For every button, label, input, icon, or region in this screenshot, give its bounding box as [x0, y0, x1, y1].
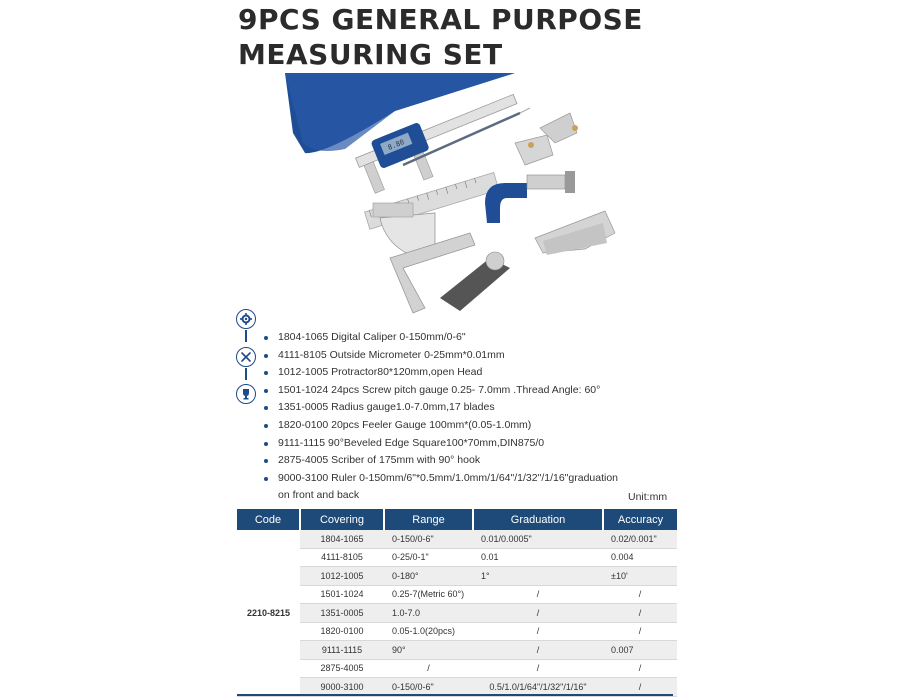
- table-cell: 0-150/0-6": [384, 678, 473, 697]
- table-cell: 0.007: [603, 641, 677, 660]
- table-bottom-rule: [237, 694, 673, 696]
- table-row: [237, 659, 677, 678]
- table-cell: /: [384, 659, 473, 678]
- table-cell: 1°: [473, 567, 603, 586]
- table-cell: ±10': [603, 567, 677, 586]
- table-cell: 90°: [384, 641, 473, 660]
- feeler-gauge: [535, 211, 615, 255]
- unit-label: Unit:mm: [628, 491, 668, 503]
- table-cell: 0-150/0-6": [384, 530, 473, 548]
- table-cell: 0-25/0-1": [384, 548, 473, 567]
- table-cell: 2875-4005: [300, 659, 384, 678]
- col-header-covering: Covering: [300, 509, 384, 530]
- list-item: 1012-1005 Protractor80*120mm,open Head: [262, 364, 682, 382]
- spec-table: [237, 509, 677, 697]
- table-cell: 4111-8105: [300, 548, 384, 567]
- col-header-code: Code: [237, 509, 300, 530]
- table-cell: /: [473, 585, 603, 604]
- icon-connector: [245, 330, 247, 342]
- list-item: 9111-1115 90°Beveled Edge Square100*70mm,DIN875/0: [262, 435, 682, 453]
- table-cell: /: [473, 659, 603, 678]
- svg-text:8.80: 8.80: [386, 138, 406, 152]
- table-cell: /: [603, 659, 677, 678]
- list-item: 2875-4005 Scriber of 175mm with 90° hook: [262, 452, 682, 470]
- table-cell: 1820-0100: [300, 622, 384, 641]
- table-cell: 0.25-7(Metric 60°): [384, 585, 473, 604]
- list-item-text: 9000-3100 Ruler 0-150mm/6"*0.5mm/1.0mm/1/64"/1/32"/1/16"graduation: [278, 471, 619, 484]
- table-cell: /: [603, 622, 677, 641]
- list-item: 1820-0100 20pcs Feeler Gauge 100mm*(0.05-1.0mm): [262, 417, 682, 435]
- table-row: [237, 604, 677, 623]
- table-cell: 0.05-1.0(20pcs): [384, 622, 473, 641]
- title-line-1: 9PCS GENERAL PURPOSE: [238, 3, 643, 36]
- table-cell: /: [473, 604, 603, 623]
- table-cell: 1804-1065: [300, 530, 384, 548]
- table-cell: 1.0-7.0: [384, 604, 473, 623]
- tools-icon: [236, 347, 256, 367]
- table-cell: 0.004: [603, 548, 677, 567]
- table-cell: 0.02/0.001": [603, 530, 677, 548]
- table-row: [237, 585, 677, 604]
- pitch-gauge: [515, 135, 553, 165]
- trophy-icon: [236, 384, 256, 404]
- col-header-accuracy: Accuracy: [603, 509, 677, 530]
- list-item-continuation: on front and back: [278, 489, 360, 502]
- table-cell: 0-180°: [384, 567, 473, 586]
- gear-icon: [236, 309, 256, 329]
- table-row: [237, 622, 677, 641]
- list-item: 1501-1024 24pcs Screw pitch gauge 0.25- 7.0mm .Thread Angle: 60°: [262, 382, 682, 400]
- list-item: 1351-0005 Radius gauge1.0-7.0mm,17 blades: [262, 399, 682, 417]
- page-title: [238, 2, 643, 72]
- scriber-holder: [440, 252, 510, 311]
- list-item: [262, 470, 682, 505]
- col-header-range: Range: [384, 509, 473, 530]
- table-cell: /: [603, 678, 677, 697]
- list-item: 4111-8105 Outside Micrometer 0-25mm*0.01mm: [262, 347, 682, 365]
- table-cell: /: [603, 585, 677, 604]
- list-item: 1804-1065 Digital Caliper 0-150mm/0-6": [262, 329, 682, 347]
- col-header-graduation: Graduation: [473, 509, 603, 530]
- table-row: [237, 641, 677, 660]
- table-cell: 0.01: [473, 548, 603, 567]
- contents-list: [262, 329, 682, 505]
- table-cell: 0.01/0.0005": [473, 530, 603, 548]
- product-photo: [285, 73, 621, 327]
- table-row: [237, 548, 677, 567]
- table-cell: 1351-0005: [300, 604, 384, 623]
- table-cell-code: 2210-8215: [237, 530, 300, 696]
- micrometer: [485, 171, 575, 223]
- table-cell: /: [603, 604, 677, 623]
- table-row: [237, 530, 677, 548]
- table-cell: /: [473, 641, 603, 660]
- table-cell: 1501-1024: [300, 585, 384, 604]
- table-cell: 1012-1005: [300, 567, 384, 586]
- table-cell: 0.5/1.0/1/64"/1/32"/1/16": [473, 678, 603, 697]
- table-cell: 9000-3100: [300, 678, 384, 697]
- table-cell: /: [473, 622, 603, 641]
- table-header-row: [237, 509, 677, 530]
- title-line-2: MEASURING SET: [238, 38, 503, 71]
- icon-connector: [245, 368, 247, 380]
- table-row: [237, 567, 677, 586]
- table-cell: 9111-1115: [300, 641, 384, 660]
